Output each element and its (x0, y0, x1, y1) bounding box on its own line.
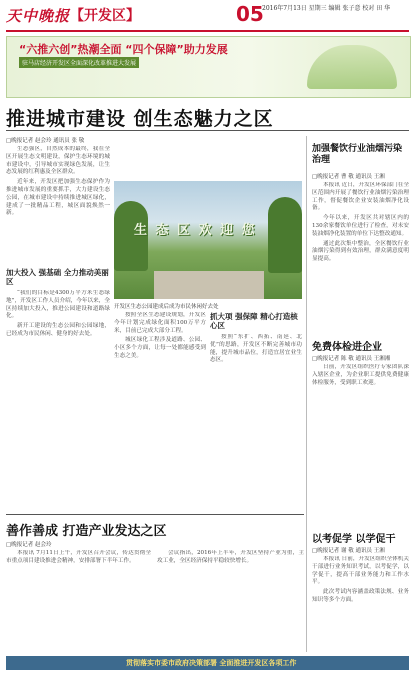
left-byline: □晚报记者 赵会玲 通讯员 张 敬 (6, 138, 85, 144)
bottom-banner (6, 656, 409, 670)
bottom-paragraph: 会议指出，2016年上半年，开发区坚持产业为重，主攻工业，全区经济保持平稳较快增长。 (157, 550, 304, 564)
banner-headline: “六推六创”热潮全面 “四个保障”助力发展 (19, 43, 228, 56)
bottom-divider (6, 514, 304, 515)
middle-body-b (210, 334, 302, 508)
eco-park-photo (114, 181, 302, 299)
right-paragraph: 此次考试内容涵盖政策法规、业务知识等多个方面。 (312, 589, 409, 603)
middle-subhead: 抓大项 强保障 精心打造核心区 (210, 312, 298, 330)
left-subhead: 加大投入 强基础 全力推动美丽区 (6, 268, 109, 286)
section-name: 【开发区】 (70, 8, 140, 24)
tree-shape (268, 197, 302, 273)
right-paragraph: 今年以来，开发区共对辖区内的130余家餐饮单位进行了检查，对未安装油烟净化装置的单位下达整改通知。 (312, 215, 409, 237)
banner-subline: 驻马店经济开发区全面深化改革推进大发展 (19, 57, 139, 68)
column-rule (306, 136, 307, 652)
middle-paragraph: 按照全区生态建设规划，开发区今年计划完成绿化面积100万平方米，目前已完成大部分工程。 (114, 312, 206, 334)
right-paragraph: 本报讯 日前，开发区组织全体机关干部进行业务知识考试，以考促学，以学促干，提高干部业务能力和工作水平。 (312, 556, 409, 586)
welcome-sign: 生 态 区 欢 迎 您 (134, 223, 257, 238)
road-shape (154, 271, 264, 299)
dateline: 2016年7月13日 星期三 编辑 张子意 校对 田 华 (262, 5, 391, 12)
middle-body-a (114, 312, 206, 508)
right-paragraph: 本报讯 近日，开发区环保部门在全区范围内开展了餐饮行业油烟污染治理工作，督促餐饮企业安装油烟净化设备。 (312, 182, 409, 212)
photo-caption: 开发区生态公园建成后成为市民休闲好去处 (114, 304, 219, 310)
top-banner (6, 36, 411, 98)
left-body (6, 146, 110, 264)
left-body-2 (6, 290, 110, 508)
page-number: 05 (236, 2, 264, 26)
right-body-3 (312, 556, 409, 652)
right-paragraph: 日前，开发区组织医疗专家团队深入辖区企业，为企业职工提供免费健康体检服务，受到职工欢迎。 (312, 364, 409, 386)
right-paragraph: 通过此次集中整治，全区餐饮行业油烟污染得到有效治理，群众满意度明显提高。 (312, 240, 409, 263)
headline-divider (6, 130, 409, 131)
left-paragraph: 生态强区，自然成本的最终，我在全区开展生态文明建设，保护生态环境的城市建设中，引导城市实现绿色发展，让生态发展的红利惠及全区群众。 (6, 146, 110, 176)
main-headline: 推进城市建设 创生态魅力之区 (6, 108, 274, 130)
right-byline-1: □晚报记者 曹 敬 通讯员 王湘 (312, 174, 385, 180)
right-headline-1: 加强餐饮行业油烟污染治理 (312, 144, 403, 165)
bottom-paragraph: 本报讯 7月11日上午，开发区召开会议，传达贯彻全市重点项目建设推进会精神，安排部署下半年工作。 (6, 550, 151, 564)
right-byline-2: □晚报记者 陈 敬 通讯员 王湘湘 (312, 356, 391, 362)
banner-decoration (307, 45, 397, 89)
masthead (6, 4, 409, 32)
left-paragraph: 新开工建设的生态公园和公园绿地，已经成为市民休闲、健身的好去处。 (6, 323, 110, 337)
bottom-banner-text: 贯彻落实市委市政府决策部署 全面推进开发区各项工作 (126, 659, 297, 667)
middle-paragraph: 按照“东扩、西拓、南延、北优”的思路，开发区不断完善城市功能，提升城市品位，打造宜居宜业生态区。 (210, 334, 302, 364)
right-byline-3: □晚报记者 谢 敬 通讯员 王湘 (312, 548, 385, 554)
bottom-body-b (157, 550, 304, 652)
right-headline-2: 免费体检进企业 (312, 342, 382, 353)
middle-paragraph: 城区绿化工程涉及道路、公园、小区多个方面，让每一处都能感受到生态之美。 (114, 337, 206, 359)
left-paragraph: “我们的目标是4300万平方米生态绿地”，开发区工作人员介绍，今年以来，全区持续加大投入，推进公园建设和道路绿化。 (6, 290, 110, 320)
bottom-body-a (6, 550, 151, 652)
bottom-byline: □晚报记者 赵会玲 (6, 542, 52, 548)
right-body-1 (312, 182, 409, 332)
bottom-headline: 善作善成 打造产业发达之区 (6, 524, 167, 539)
newspaper-logo: 天中晚报 (6, 7, 71, 25)
right-body-2 (312, 364, 409, 514)
right-headline-3: 以考促学 以学促干 (312, 534, 396, 545)
left-paragraph: 近年来，开发区把加强生态保护作为推进城市发展的重要抓手，大力建设生态公园，在城市建设中持续推进城区绿化，建成了一批精品工程，城区面貌焕然一新。 (6, 179, 110, 217)
